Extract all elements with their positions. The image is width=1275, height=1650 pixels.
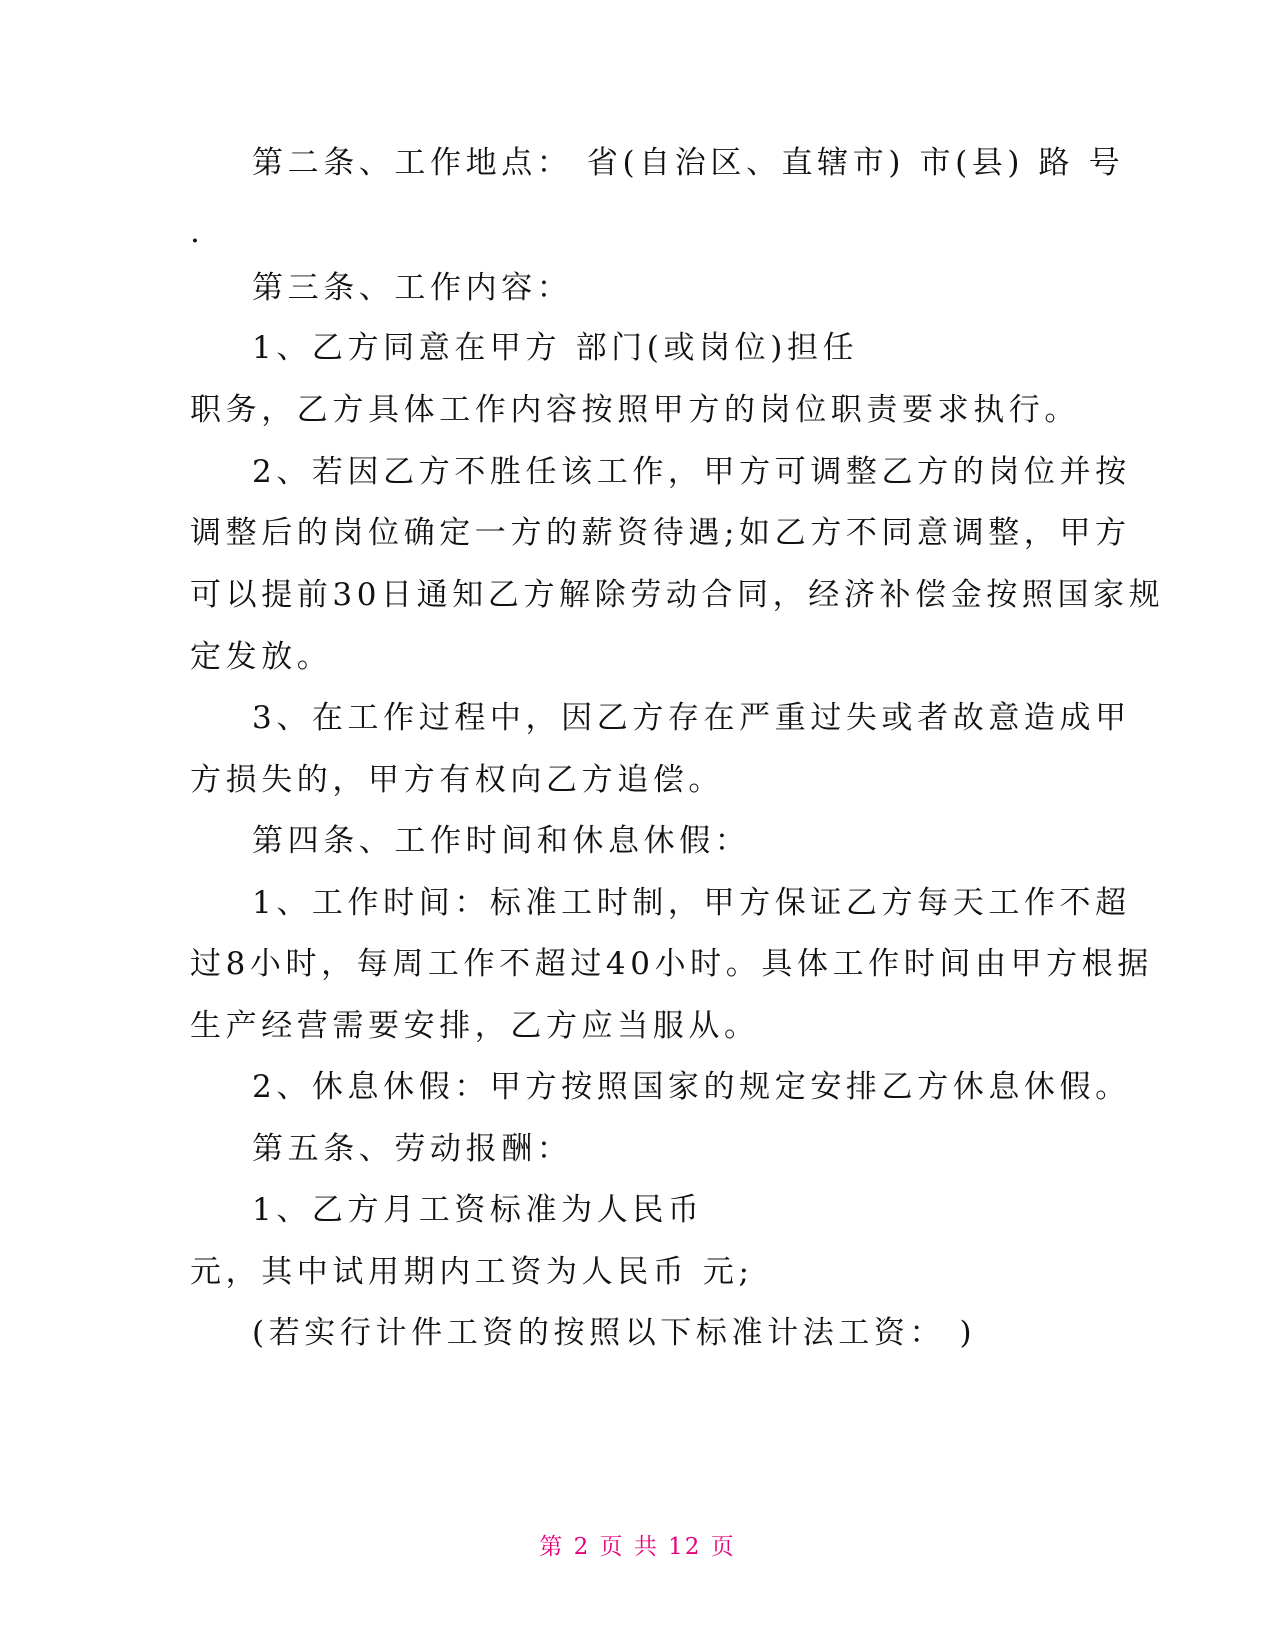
article-3-heading: 第三条、工作内容：: [252, 270, 573, 306]
piecework-note: (若实行计件工资的按照以下标准计法工资： ): [252, 1315, 977, 1351]
article-5-item-1: 1、乙方月工资标准为人民币: [252, 1192, 704, 1228]
article-3-item-2: 2、若因乙方不胜任该工作，甲方可调整乙方的岗位并按: [252, 454, 1131, 490]
article-3-item-2-cont-1: 调整后的岗位确定一方的薪资待遇;如乙方不同意调整，甲方: [190, 515, 1131, 551]
article-4-heading: 第四条、工作时间和休息休假：: [252, 823, 751, 859]
article-3-item-2-cont-2: 可以提前30日通知乙方解除劳动合同，经济补偿金按照国家规: [190, 577, 1165, 613]
article-3-item-2-cont-3: 定发放。: [190, 639, 333, 675]
period-mark: .: [190, 214, 205, 250]
article-3-item-3: 3、在工作过程中，因乙方存在严重过失或者故意造成甲: [252, 700, 1131, 736]
article-3-item-1: 1、乙方同意在甲方 部门(或岗位)担任: [252, 330, 859, 366]
article-4-item-1-cont-2: 生产经营需要安排，乙方应当服从。: [190, 1008, 760, 1044]
article-5-heading: 第五条、劳动报酬：: [252, 1131, 573, 1167]
article-3-item-3-cont: 方损失的，甲方有权向乙方追偿。: [190, 762, 724, 798]
article-5-item-1-cont: 元，其中试用期内工资为人民币 元;: [190, 1254, 754, 1290]
article-4-item-1-cont-1: 过8小时，每周工作不超过40小时。具体工作时间由甲方根据: [190, 946, 1153, 982]
article-4-item-2: 2、休息休假：甲方按照国家的规定安排乙方休息休假。: [252, 1069, 1131, 1105]
article-2-workplace: 第二条、工作地点： 省(自治区、直辖市) 市(县) 路 号: [252, 145, 1125, 181]
article-3-item-1-cont: 职务，乙方具体工作内容按照甲方的岗位职责要求执行。: [190, 392, 1080, 428]
article-4-item-1: 1、工作时间：标准工时制，甲方保证乙方每天工作不超: [252, 885, 1131, 921]
page-number-footer: 第 2 页 共 12 页: [539, 1534, 736, 1560]
